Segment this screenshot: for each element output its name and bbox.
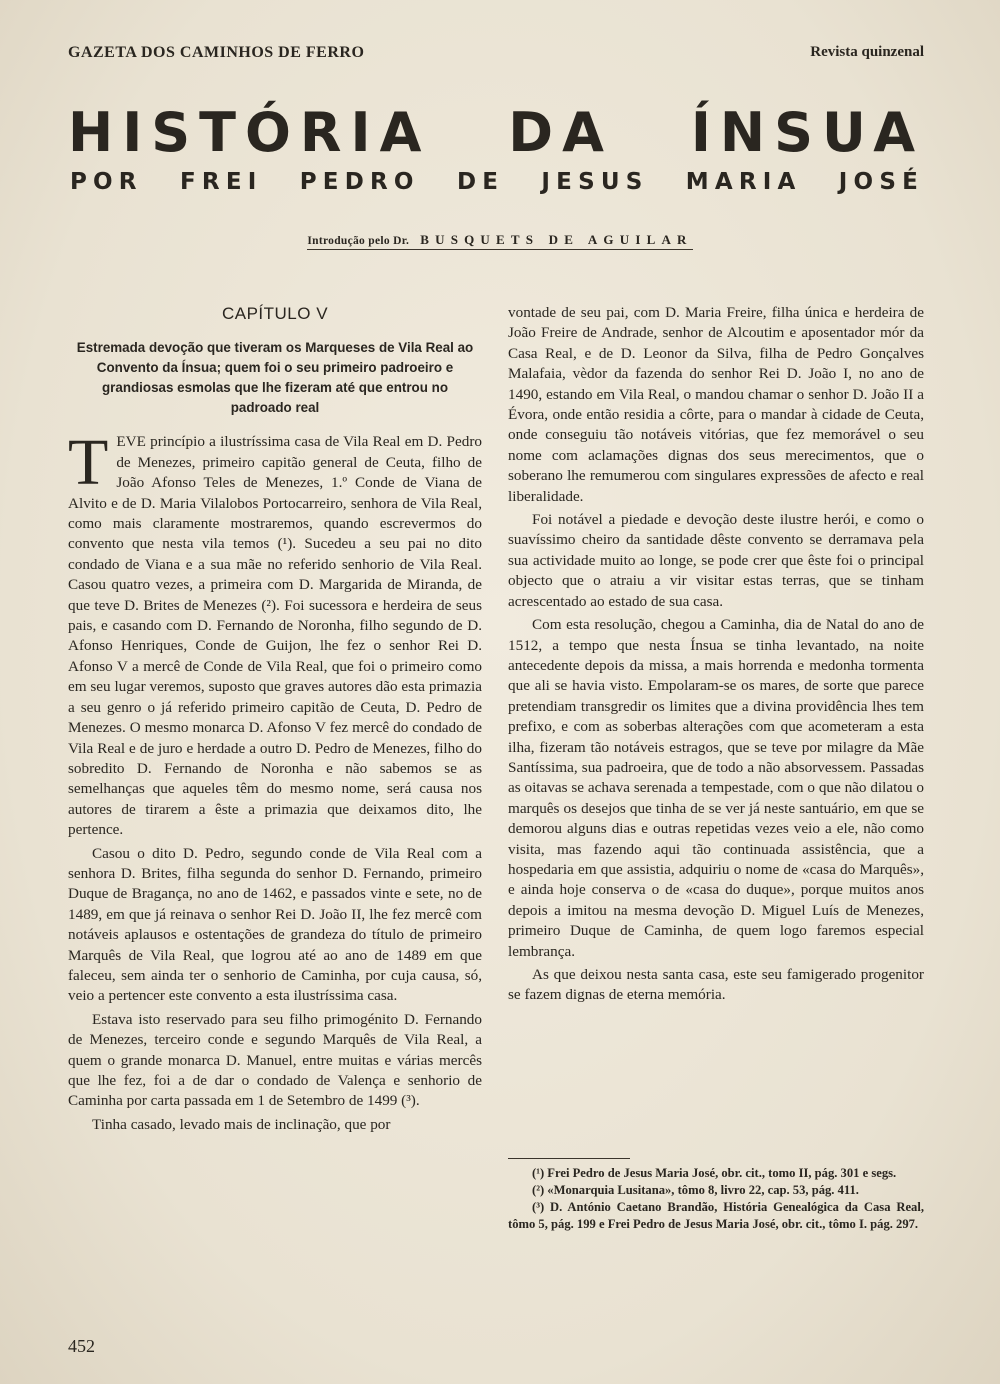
- right-column: [508, 303, 924, 1006]
- body-paragraph: Com esta resolução, chegou a Caminha, dia de Natal do ano de 1512, a tempo que nesta Ínsua se tinha levantado, na noite antecedente depois da missa, a mais horrenda e medonha tormenta que ali se havia visto. Empolaram-se os mares, de sorte que parece pretendiam transgredir os limites que a divina providência lhes tem prefixo, e com as soberbas alterações com que acometeram a esta ilha, fizeram tão notáveis estragos, que se teve por milagre da Mãe Santíssima, sua padroeira, que de todo a não absorvessem. Passadas as oitavas se achava serenada a tempestade, com o que não dilatou o marquês os desejos que tinha de se ver já neste santuário, em que se demorou alguns dias e outras repetidas vezes veio a ele, não como visita, mas fazendo aqui tão continuada assistência, que a hospedaria em que assistia, adquiriu o nome de «casa do Marquês», e ainda hoje conserva o de «casa do duque», porque muitos anos depois a imitou na mesma devoção D. Miguel Luís de Menezes, primeiro Duque de Caminha, de quem logo faremos especial lembrança.: [508, 616, 924, 960]
- body-paragraph: [68, 426, 482, 840]
- body-paragraph: Tinha casado, levado mais de inclinação, que por: [92, 1115, 391, 1133]
- body-paragraph: Foi notável a piedade e devoção deste ilustre herói, e como o suavíssimo cheiro da santidade dêste convento se derramava pela sua actividade muito ao longe, se pode crer que êste foi o principal objecto que o atraiu a vir visitar estas terras, que se tinham acrescentado ao estado de sua casa.: [508, 511, 924, 610]
- footnotes: [508, 1158, 924, 1233]
- chapter-heading: CAPÍTULO V: [221, 304, 329, 323]
- running-header: [68, 44, 924, 66]
- chapter-summary: Estremada devoção que tiveram os Marqueses de Vila Real ao Convento da Ínsua; quem foi o seu primeiro padroeiro e grandiosas esmolas que lhe fizeram até que entrou no padroado real: [76, 340, 474, 416]
- body-paragraph: Casou o dito D. Pedro, segundo conde de Vila Real com a senhora D. Brites, filha segunda do senhor D. Fernando, primeiro Duque de Bragança, no ano de 1462, e passados vinte e sete, no de 1489, em que já reinava o senhor Rei D. João II, lhe fez mercê com notáveis aplausos e ostentações de grandeza do título de primeiro Marquês de Vila Real, que logrou até ao ano de 1489 em que faleceu, sem ainda ter o senhorio de Caminha, por cuja causa, só, veio a pertencer este convento a esta ilustríssima casa.: [68, 844, 482, 1005]
- footnote: (¹) Frei Pedro de Jesus Maria José, obr. cit., tomo II, pág. 301 e segs.: [532, 1166, 897, 1180]
- paragraph-text: EVE princípio a ilustríssima casa de Vila Real em D. Pedro de Menezes, primeiro capitão general de Ceuta, filho de João Afonso Teles de Menezes, 1.º Conde de Viana de Alvito e de D. Maria Vilalobos Portocarreiro, senhora de Vila Real, como mais claramente mostraremos, quando escrevermos do convento que nesta vila temos (¹). Sucedeu a seu pai no dito condado de Viana e a sua mãe no referido senhorio de Vila Real. Casou quatro vezes, a primeira com D. Margarida de Miranda, de que teve D. Brites de Menezes (²). Foi sucessora e herdeira de seus pais, e casando com D. Fernando de Noronha, filho segundo de D. Afonso Henriques, Conde de Guijon, lhe fez o senhor Rei D. Afonso V a mercê de Conde de Vila Real, que foi o primeiro como em seu lugar veremos, suposto que graves autores dão esta primazia a seu genro o já referido primeiro capitão de Ceuta, D. Pedro de Menezes. O mesmo monarca D. Afonso V fez mercê do condado de Vila Real e de juro e herdade a outro D. Pedro de Menezes, filho do sobredito D. Fernando de Noronha e não sabemos se as semelhanças que aqueles têm do mesmo nome, será causa nos autores de tirarem a êste a primazia que deixamos dito, lhe pertence.: [68, 433, 482, 839]
- left-column: [68, 300, 482, 1135]
- footnote: (²) «Monarquia Lusitana», tômo 8, livro 22, cap. 53, pág. 411.: [532, 1183, 859, 1197]
- body-paragraph: Estava isto reservado para seu filho primogénito D. Fernando de Menezes, terceiro conde e segundo Marquês de Vila Real, a quem o grande monarca D. Manuel, entre muitas e várias mercês que lhe fez, foi a de dar o condado de Valença e senhorio de Caminha por carta passada em 1 de Setembro de 1499 (³).: [68, 1010, 482, 1110]
- journal-name: GAZETA DOS CAMINHOS DE FERRO: [68, 44, 365, 61]
- intro-author: BUSQUETS DE AGUILAR: [420, 232, 693, 247]
- article-subtitle: POR FREI PEDRO DE JESUS MARIA JOSÉ: [70, 169, 924, 195]
- footnote-rule: [508, 1158, 630, 1159]
- drop-cap: T: [68, 426, 109, 500]
- page-number: 452: [68, 1336, 95, 1356]
- intro-prefix: Introdução pelo Dr.: [307, 235, 410, 247]
- article-title: HISTÓRIA DA ÍNSUA: [68, 101, 924, 164]
- introduction-credit: [0, 232, 1000, 250]
- body-paragraph: vontade de seu pai, com D. Maria Freire, filha única e herdeira de João Freire de Andrade, senhor de Alcoutim e aposentador mór da Casa Real, e de D. Leonor da Silva, filha de Pedro Gonçalves Malafaia, vèdor da fazenda do senhor Rei D. João I, no ano de 1490, estando em Vila Real, o mandou chamar o senhor D. João II a Évora, onde então residia a côrte, para o mandar à cidade de Ceuta, onde conseguiu tão notáveis vitórias, que fez memorável o seu nome com aclamações dignas dos seus merecimentos, que o soberano lhe remumerou com singulares expressões de afecto e real liberalidade.: [508, 304, 924, 505]
- footnote: (³) D. António Caetano Brandão, História Genealógica da Casa Real, tômo 5, pág. 199 e Frei Pedro de Jesus Maria José, obr. cit., tômo I. pág. 297.: [508, 1200, 924, 1231]
- body-paragraph: As que deixou nesta santa casa, este seu famigerado progenitor se fazem dignas de eterna memória.: [508, 966, 924, 1004]
- publication-frequency: Revista quinzenal: [810, 44, 924, 60]
